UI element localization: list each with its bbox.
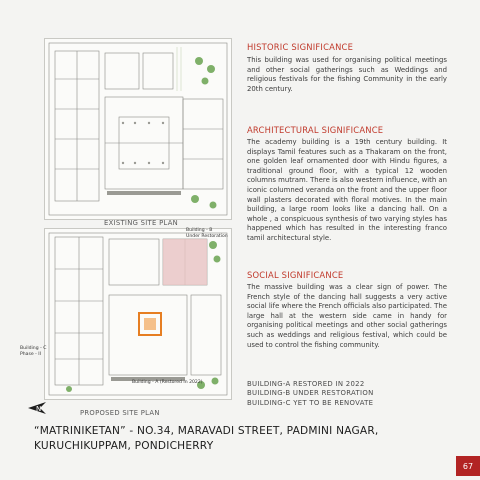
building-a-label: Building - A (Restored in 2022) xyxy=(132,380,203,385)
north-arrow-icon xyxy=(26,400,50,420)
svg-text:N: N xyxy=(36,405,42,413)
existing-site-plan-caption: EXISTING SITE PLAN xyxy=(104,219,179,227)
social-significance-title: SOCIAL SIGNIFICANCE xyxy=(247,270,344,280)
proposed-site-plan xyxy=(44,228,232,400)
historic-significance-text: This building was used for organising political meetings and other social gatherings such as Weddings and religious festivals for the fishing Community in the early 20th century. xyxy=(247,56,447,93)
building-c-status: Phase - II xyxy=(20,352,42,357)
architectural-significance-text: The academy building is a 19th century building. It displays Tamil features such as a Thakaram on the front, one golden leaf ornamented door with Hindu figures, a traditional ground floor, with a typical 12 wooden columns mutram. There is also western influence, with an iconic columned veranda on the front and the upper floor wall plasters decorated with floral motives. In the main building, a large room looks like a dancing hall. On a whole , a conspicuous synthesis of two varying styles has happened which has resulted in the interesting franco tamil architectural style. xyxy=(247,138,447,242)
social-significance-text: The massive building was a clear sign of power. The French style of the dancing hall suggests a very active social life where the French officials also participated. The large hall at the western side came in handy for organising political meetings and other social gatherings such as weddings and religious festival, which could be used to control the fishing community. xyxy=(247,283,447,349)
status-building-c: BUILDING-C YET TO BE RENOVATE xyxy=(247,398,374,407)
page-number: 67 xyxy=(456,456,480,476)
proposed-site-plan-drawing xyxy=(45,229,231,399)
existing-site-plan-drawing xyxy=(45,39,231,219)
existing-site-plan xyxy=(44,38,232,220)
status-building-b: BUILDING-B UNDER RESTORATION xyxy=(247,389,374,398)
proposed-site-plan-caption: PROPOSED SITE PLAN xyxy=(80,409,160,417)
building-b-label xyxy=(186,228,228,240)
building-c-label xyxy=(20,346,46,358)
address-heading: “MATRINIKETAN” - NO.34, MARAVADI STREET, PADMINI NAGAR, KURUCHIKUPPAM, PONDICHERRY xyxy=(34,425,379,452)
building-b-status: Under Restoration xyxy=(186,234,228,239)
building-c-title: Building - C xyxy=(20,346,47,351)
historic-significance-title: HISTORIC SIGNIFICANCE xyxy=(247,42,354,52)
building-status-list xyxy=(247,380,374,408)
architectural-significance-title: ARCHITECTURAL SIGNIFICANCE xyxy=(247,125,384,135)
status-building-a: BUILDING-A RESTORED IN 2022 xyxy=(247,380,365,388)
building-b-title: Building - B xyxy=(186,228,213,233)
